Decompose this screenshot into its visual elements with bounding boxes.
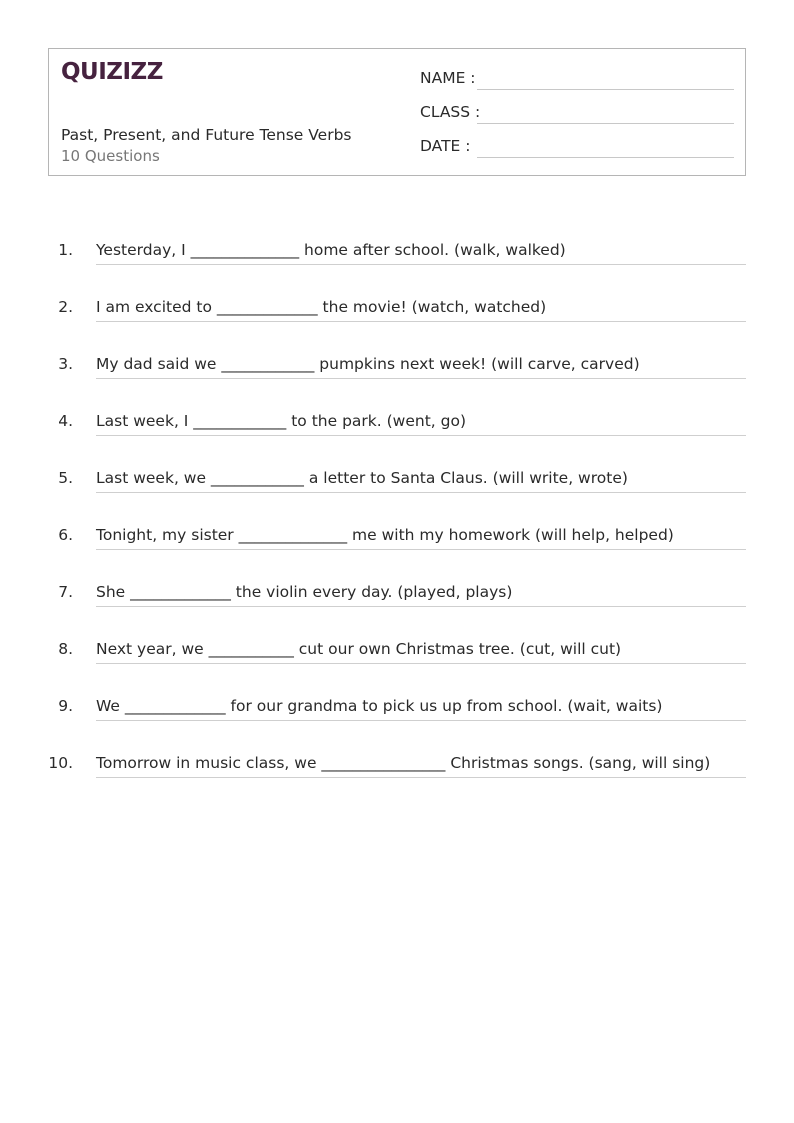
answer-rule [96,606,746,607]
answer-rule [96,435,746,436]
question-item [0,297,794,327]
date-label: DATE : [420,137,471,155]
date-field [420,137,734,161]
name-label: NAME : [420,69,476,87]
question-text: Last week, I ____________ to the park. (went, go) [96,412,466,430]
question-item [0,411,794,441]
question-item [0,354,794,384]
class-field [420,103,734,127]
question-item [0,696,794,726]
answer-rule [96,321,746,322]
answer-rule [96,492,746,493]
name-blank-line[interactable] [477,89,734,90]
question-text: Yesterday, I ______________ home after school. (walk, walked) [96,241,566,259]
question-text: My dad said we ____________ pumpkins next week! (will carve, carved) [96,355,640,373]
question-number: 4. [58,412,73,430]
question-text: Last week, we ____________ a letter to Santa Claus. (will write, wrote) [96,469,628,487]
question-text: She _____________ the violin every day. (played, plays) [96,583,513,601]
answer-rule [96,663,746,664]
date-blank-line[interactable] [477,157,734,158]
answer-rule [96,264,746,265]
question-text: Tonight, my sister ______________ me with my homework (will help, helped) [96,526,674,544]
name-field [420,69,734,93]
question-item [0,582,794,612]
question-number: 1. [58,241,73,259]
question-item [0,639,794,669]
question-number: 10. [48,754,73,772]
answer-rule [96,378,746,379]
question-count: 10 Questions [61,147,160,165]
question-item [0,240,794,270]
question-item [0,525,794,555]
question-text: I am excited to _____________ the movie! (watch, watched) [96,298,547,316]
question-text: Tomorrow in music class, we ________________ Christmas songs. (sang, will sing) [96,754,711,772]
question-item [0,468,794,498]
worksheet-title: Past, Present, and Future Tense Verbs [61,126,352,144]
answer-rule [96,549,746,550]
question-item [0,753,794,783]
answer-rule [96,720,746,721]
quizizz-logo: QUIZIZZ [61,59,163,85]
question-number: 3. [58,355,73,373]
question-number: 6. [58,526,73,544]
question-number: 9. [58,697,73,715]
question-text: We _____________ for our grandma to pick us up from school. (wait, waits) [96,697,663,715]
question-text: Next year, we ___________ cut our own Christmas tree. (cut, will cut) [96,640,622,658]
answer-rule [96,777,746,778]
question-number: 2. [58,298,73,316]
question-number: 5. [58,469,73,487]
question-number: 7. [58,583,73,601]
class-label: CLASS : [420,103,481,121]
class-blank-line[interactable] [477,123,734,124]
worksheet-header [48,48,746,176]
question-number: 8. [58,640,73,658]
